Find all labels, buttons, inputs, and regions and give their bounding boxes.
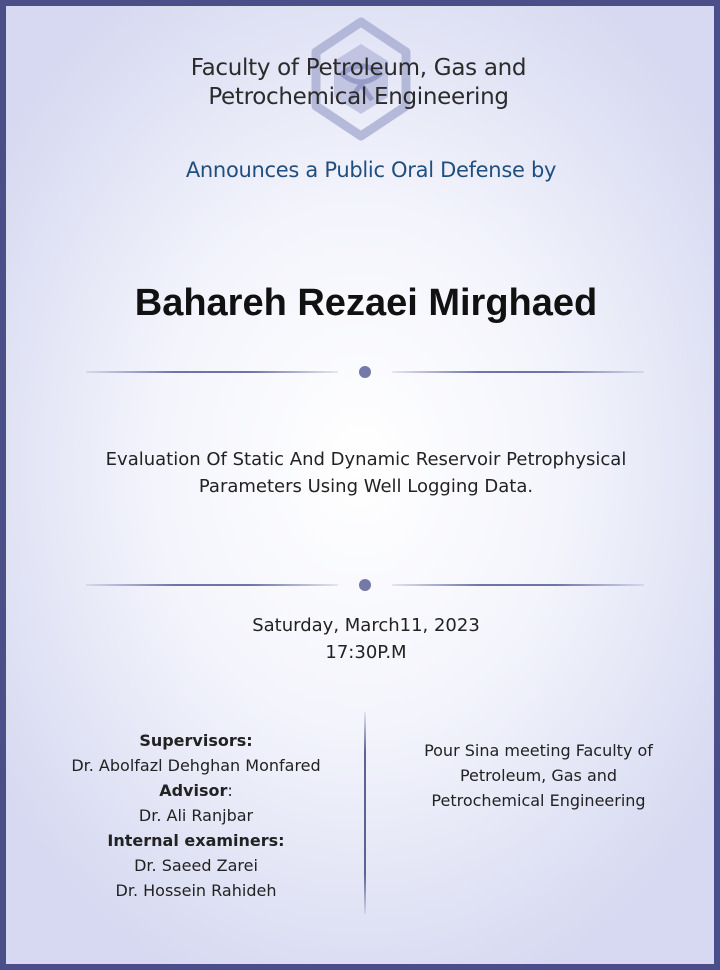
divider-line bbox=[86, 371, 338, 373]
thesis-title-line-2: Parameters Using Well Logging Data. bbox=[198, 476, 534, 497]
examiners-label: Internal examiners: bbox=[107, 831, 285, 850]
candidate-name: Bahareh Rezaei Mirghaed bbox=[134, 282, 598, 324]
committee-list bbox=[46, 728, 346, 903]
venue-line-2: Petroleum, Gas and bbox=[459, 766, 618, 785]
divider-line bbox=[86, 584, 338, 586]
defense-date: Saturday, March11, 2023 bbox=[252, 615, 480, 636]
advisor-heading bbox=[46, 778, 346, 803]
examiner-name-2: Dr. Hossein Rahideh bbox=[115, 881, 277, 900]
supervisors-label: Supervisors: bbox=[139, 731, 253, 750]
defense-schedule bbox=[6, 612, 720, 666]
advisor-label: Advisor bbox=[159, 781, 228, 800]
faculty-name-line-2: Petrochemical Engineering bbox=[208, 84, 509, 110]
examiner-name-1: Dr. Saeed Zarei bbox=[134, 856, 258, 875]
faculty-name bbox=[6, 54, 711, 112]
venue-line-1: Pour Sina meeting Faculty of bbox=[424, 741, 653, 760]
announcement: Announces a Public Oral Defense by bbox=[185, 158, 557, 182]
divider-line bbox=[392, 371, 644, 373]
venue-line-3: Petrochemical Engineering bbox=[431, 791, 646, 810]
divider-dot bbox=[359, 579, 371, 591]
venue bbox=[401, 738, 676, 813]
defense-time: 17:30P.M bbox=[325, 642, 407, 663]
thesis-title-line-1: Evaluation Of Static And Dynamic Reservoir Petrophysical bbox=[105, 449, 627, 470]
divider-dot bbox=[359, 366, 371, 378]
vertical-divider bbox=[364, 712, 366, 914]
divider-top bbox=[86, 366, 644, 378]
advisor-colon: : bbox=[227, 781, 233, 800]
thesis-title bbox=[66, 446, 666, 500]
divider-bottom bbox=[86, 579, 644, 591]
supervisor-name: Dr. Abolfazl Dehghan Monfared bbox=[71, 756, 321, 775]
advisor-name: Dr. Ali Ranjbar bbox=[138, 806, 254, 825]
faculty-name-line-1: Faculty of Petroleum, Gas and bbox=[190, 55, 527, 81]
divider-line bbox=[392, 584, 644, 586]
